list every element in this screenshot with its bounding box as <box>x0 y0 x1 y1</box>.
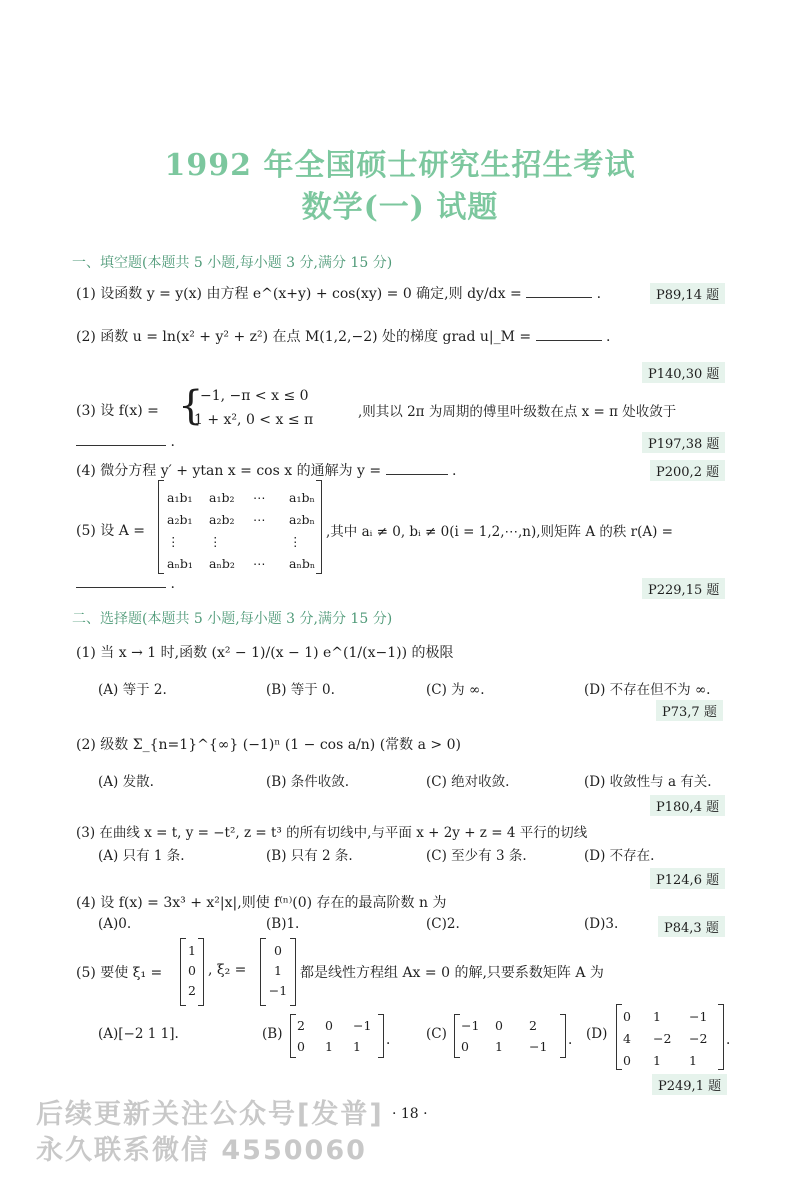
matrix-cell: ⋮ <box>289 533 302 549</box>
s2-q5-opt-c-label: (C) <box>426 1026 447 1042</box>
matrix-cell: a₁b₂ <box>209 489 235 505</box>
vector-xi1 <box>186 941 198 1001</box>
s1-q4-text: (4) 微分方程 y′ + ytan x = cos x 的通解为 y = <box>76 463 382 479</box>
s2-q5-opt-d-label: (D) <box>586 1026 608 1042</box>
page-subtitle: 数学(一) 试题 <box>301 190 499 225</box>
s2-q4-opt-d: (D)3. <box>584 916 619 932</box>
answer-blank <box>76 577 166 588</box>
s2-q3-opt-d: (D) 不存在. <box>584 848 655 864</box>
matrix-cell: ⋮ <box>209 533 222 549</box>
s1-q2-ref: P140,30 题 <box>642 362 725 383</box>
matrix-cell: ⋮ <box>167 533 180 549</box>
vector-bracket-right <box>290 938 296 1006</box>
answer-blank <box>76 435 166 446</box>
page-title: 1992 年全国硕士研究生招生考试 <box>164 148 636 183</box>
s2-q4-opt-b: (B)1. <box>266 916 300 932</box>
vector-xi2 <box>266 941 290 1001</box>
option-d-matrix <box>622 1005 724 1071</box>
matrix-A <box>166 486 324 574</box>
s1-q1-text: (1) 设函数 y = y(x) 由方程 e^(x+y) + cos(xy) = 0 确定,则 dy/dx = <box>76 286 522 302</box>
matrix-cell: 1 <box>495 1039 503 1054</box>
brace: { <box>178 383 204 429</box>
matrix-cell: 0 <box>495 1018 503 1033</box>
answer-blank <box>386 464 448 475</box>
s2-q3-opt-b: (B) 只有 2 条. <box>266 848 353 864</box>
s2-q4-opt-a: (A)0. <box>98 916 132 932</box>
matrix-cell: ⋯ <box>253 555 266 571</box>
s2-q2-opt-b: (B) 条件收敛. <box>266 774 350 790</box>
s2-q1-text: (1) 当 x → 1 时,函数 (x² − 1)/(x − 1) e^(1/(x−1)) 的极限 <box>76 645 454 661</box>
matrix-cell: −2 <box>653 1030 672 1046</box>
s2-q3-ref: P124,6 题 <box>650 868 725 889</box>
s1-q3-ref: P197,38 题 <box>642 432 725 453</box>
matrix-cell: 1 <box>653 1052 661 1068</box>
matrix-cell: −1 <box>529 1039 548 1054</box>
s1-q5-blank: . <box>76 576 175 592</box>
s2-q5-mid: , ξ₂ = <box>208 962 247 978</box>
vector-bracket-right <box>198 938 204 1006</box>
s1-q2-text: (2) 函数 u = ln(x² + y² + z²) 在点 M(1,2,−2) 处的梯度 grad u|_M = <box>76 329 532 345</box>
s2-q4-ref: P84,3 题 <box>658 916 725 937</box>
s1-q3-blank: . <box>76 434 175 450</box>
matrix-cell: 0 <box>623 1052 631 1068</box>
matrix-cell: −1 <box>461 1018 480 1033</box>
s2-q2-text: (2) 级数 Σ_{n=1}^{∞} (−1)ⁿ (1 − cos a/n) (常数 a > 0) <box>76 737 461 753</box>
s2-q4-text: (4) 设 f(x) = 3x³ + x²|x|,则使 f⁽ⁿ⁾(0) 存在的最高阶数 n 为 <box>76 895 447 911</box>
s2-q5-ref: P249,1 题 <box>652 1074 727 1095</box>
answer-blank <box>526 287 592 298</box>
s2-q1-opt-c: (C) 为 ∞. <box>426 682 485 698</box>
s2-q1-opt-d: (D) 不存在但不为 ∞. <box>584 682 711 698</box>
matrix-cell: −2 <box>689 1030 708 1046</box>
matrix-cell: 1 <box>325 1039 333 1054</box>
s2-q3-opt-c: (C) 至少有 3 条. <box>426 848 527 864</box>
s2-q5-opt-b-label: (B) <box>262 1026 283 1042</box>
s1-q1-ref: P89,14 题 <box>650 283 725 304</box>
s2-q2-ref: P180,4 题 <box>650 795 725 816</box>
s1-q3-lead: (3) 设 f(x) = <box>76 403 159 419</box>
matrix-cell: a₁b₁ <box>167 489 193 505</box>
s1-q5-lead: (5) 设 A = <box>76 523 146 539</box>
matrix-cell: a₂bₙ <box>289 511 315 527</box>
s2-q3-text: (3) 在曲线 x = t, y = −t², z = t³ 的所有切线中,与平面 x + 2y + z = 4 平行的切线 <box>76 825 588 841</box>
matrix-cell: 1 <box>653 1008 661 1024</box>
matrix-cell: 0 <box>325 1018 333 1033</box>
vector-cell: −1 <box>268 983 288 998</box>
matrix-cell: a₁bₙ <box>289 489 315 505</box>
s1-q2: (2) 函数 u = ln(x² + y² + z²) 在点 M(1,2,−2) 处的梯度 grad u|_M = . <box>76 329 611 345</box>
matrix-cell: 0 <box>297 1039 305 1054</box>
matrix-cell: aₙb₁ <box>167 555 193 571</box>
answer-blank <box>536 330 602 341</box>
s2-q5-lead: (5) 要使 ξ₁ = <box>76 965 163 981</box>
matrix-cell: 0 <box>623 1008 631 1024</box>
matrix-cell: aₙbₙ <box>289 555 316 571</box>
s2-q2-opt-a: (A) 发散. <box>98 774 154 790</box>
s2-q4-opt-c: (C)2. <box>426 916 460 932</box>
s2-q2-opt-d: (D) 收敛性与 a 有关. <box>584 774 712 790</box>
vector-cell: 0 <box>188 963 196 978</box>
vector-cell: 1 <box>188 943 196 958</box>
section2-heading: 二、选择题(本题共 5 小题,每小题 3 分,满分 15 分) <box>72 611 393 627</box>
vector-cell: 0 <box>274 943 282 958</box>
matrix-cell <box>252 530 288 552</box>
matrix-cell: 1 <box>353 1039 361 1054</box>
matrix-cell: a₂b₁ <box>167 511 193 527</box>
s2-q5-tail: 都是线性方程组 Ax = 0 的解,只要系数矩阵 A 为 <box>300 965 604 981</box>
matrix-cell: −1 <box>353 1018 372 1033</box>
option-b-matrix <box>296 1015 380 1057</box>
s1-q1: (1) 设函数 y = y(x) 由方程 e^(x+y) + cos(xy) = 0 确定,则 dy/dx = . <box>76 286 602 302</box>
s1-q4: (4) 微分方程 y′ + ytan x = cos x 的通解为 y = . <box>76 463 457 479</box>
matrix-cell: 0 <box>461 1039 469 1054</box>
vector-cell: 1 <box>274 963 282 978</box>
matrix-cell: 2 <box>529 1018 537 1033</box>
vector-cell: 2 <box>188 983 196 998</box>
page-number: · 18 · <box>392 1106 428 1122</box>
period: . <box>568 1032 573 1048</box>
matrix-cell: 1 <box>689 1052 697 1068</box>
matrix-cell: ⋯ <box>253 489 266 505</box>
matrix-cell: 2 <box>297 1018 305 1033</box>
matrix-cell: a₂b₂ <box>209 511 235 527</box>
period: . <box>386 1032 391 1048</box>
matrix-bracket-left <box>158 480 164 574</box>
s2-q5-opt-a: (A)[−2 1 1]. <box>98 1026 179 1042</box>
s2-q2-opt-c: (C) 绝对收敛. <box>426 774 510 790</box>
s2-q3-opt-a: (A) 只有 1 条. <box>98 848 185 864</box>
s2-q1-opt-a: (A) 等于 2. <box>98 682 167 698</box>
s1-q5-tail: ,其中 aᵢ ≠ 0, bᵢ ≠ 0(i = 1,2,⋯,n),则矩阵 A 的秩 r(A) = <box>326 524 673 540</box>
matrix-A-table <box>166 486 324 574</box>
watermark-line2: 永久联系微信 4550060 <box>36 1135 367 1166</box>
s1-q3-case2: 1 + x², 0 < x ≤ π <box>194 412 314 428</box>
period: . <box>726 1032 731 1048</box>
s1-q3-tail: ,则其以 2π 为周期的傅里叶级数在点 x = π 处收敛于 <box>358 404 677 420</box>
matrix-cell: −1 <box>689 1008 708 1024</box>
s2-q1-ref: P73,7 题 <box>656 700 723 721</box>
s1-q5-ref: P229,15 题 <box>642 578 725 599</box>
s2-q1-opt-b: (B) 等于 0. <box>266 682 335 698</box>
section1-heading: 一、填空题(本题共 5 小题,每小题 3 分,满分 15 分) <box>72 255 393 271</box>
s1-q3-case1: −1, −π < x ≤ 0 <box>200 388 309 404</box>
matrix-cell: aₙb₂ <box>209 555 235 571</box>
matrix-cell: 4 <box>623 1030 631 1046</box>
s1-q4-ref: P200,2 题 <box>650 460 725 481</box>
matrix-cell: ⋯ <box>253 511 266 527</box>
option-c-matrix <box>460 1015 562 1057</box>
watermark-line1: 后续更新关注公众号[发普] <box>36 1099 384 1130</box>
